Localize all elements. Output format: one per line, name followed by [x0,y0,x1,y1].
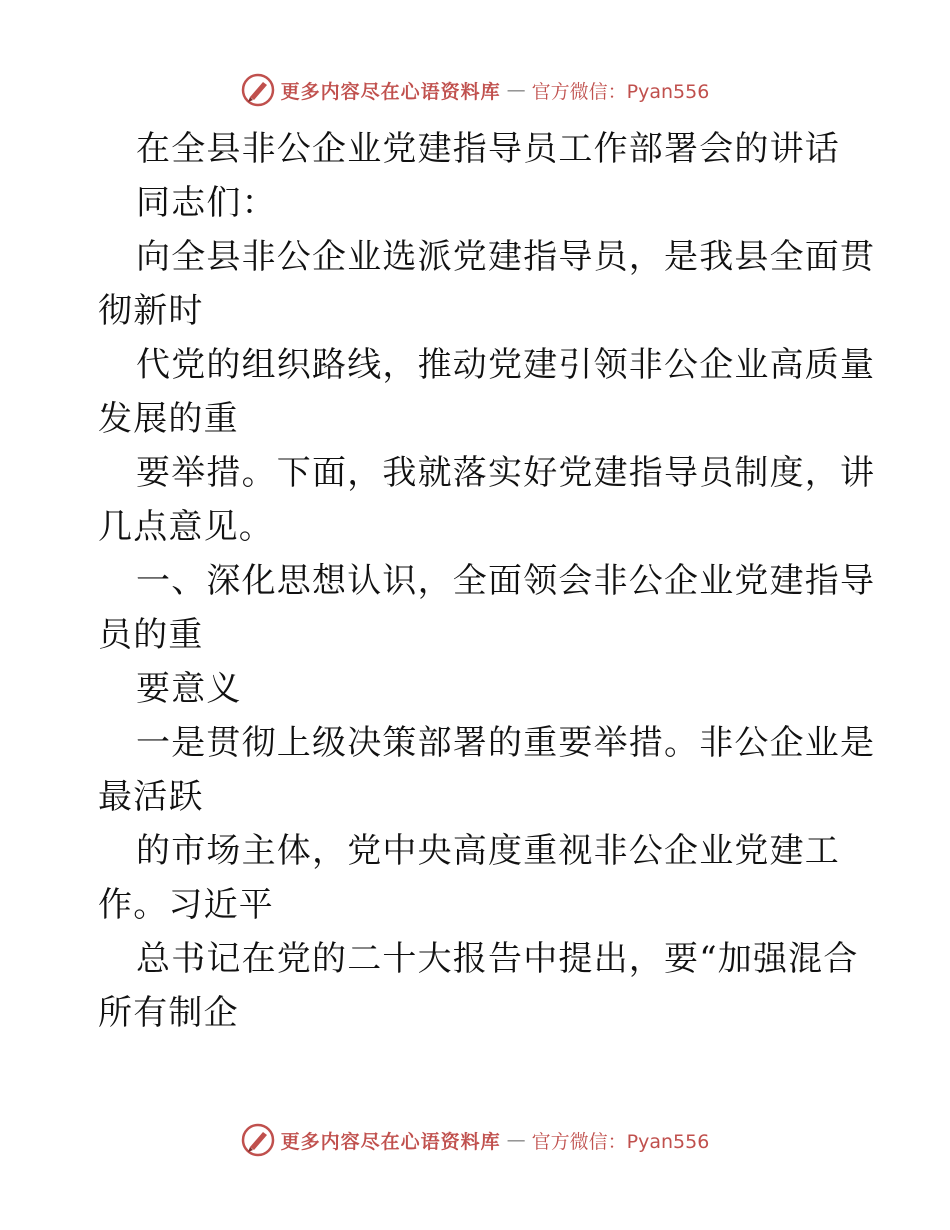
section-heading-continued: 员的重 [98,615,204,655]
paragraph-line: 代党的组织路线，推动党建引领非公企业高质量 [136,345,876,385]
paragraph-line: 同志们： [136,183,277,223]
paragraph-line: 彻新时 [98,291,204,331]
document-body [98,122,876,1040]
pen-seal-logo-icon [241,1123,275,1157]
footer-watermark [0,1120,950,1160]
watermark-brand-text: 更多内容尽在心语资料库 [280,1130,501,1153]
section-heading-continued: 要意义 [136,669,242,709]
section-heading: 一、深化思想认识，全面领会非公企业党建指导 [136,561,876,601]
watermark-separator: — [506,79,526,101]
header-watermark [0,70,950,110]
paragraph-line: 最活跃 [98,777,204,817]
paragraph-line: 向全县非公企业选派党建指导员，是我县全面贯 [136,237,876,277]
paragraph-line: 发展的重 [98,399,239,439]
paragraph-line: 所有制企 [98,993,239,1033]
paragraph-line: 总书记在党的二十大报告中提出，要“加强混合 [136,939,859,979]
paragraph-line: 的市场主体，党中央高度重视非公企业党建工 [136,831,840,871]
document-title: 在全县非公企业党建指导员工作部署会的讲话 [136,129,840,169]
paragraph-line: 要举措。下面，我就落实好党建指导员制度，讲 [136,453,876,493]
watermark-separator: — [506,1129,526,1151]
paragraph-line: 作。习近平 [98,885,274,925]
pen-seal-logo-icon [241,73,275,107]
watermark-brand-text: 更多内容尽在心语资料库 [280,80,501,103]
paragraph-line: 几点意见。 [98,507,274,547]
watermark-contact-text: 官方微信：Pyan556 [531,80,710,103]
watermark-contact-text: 官方微信：Pyan556 [531,1130,710,1153]
paragraph-line: 一是贯彻上级决策部署的重要举措。非公企业是 [136,723,876,763]
